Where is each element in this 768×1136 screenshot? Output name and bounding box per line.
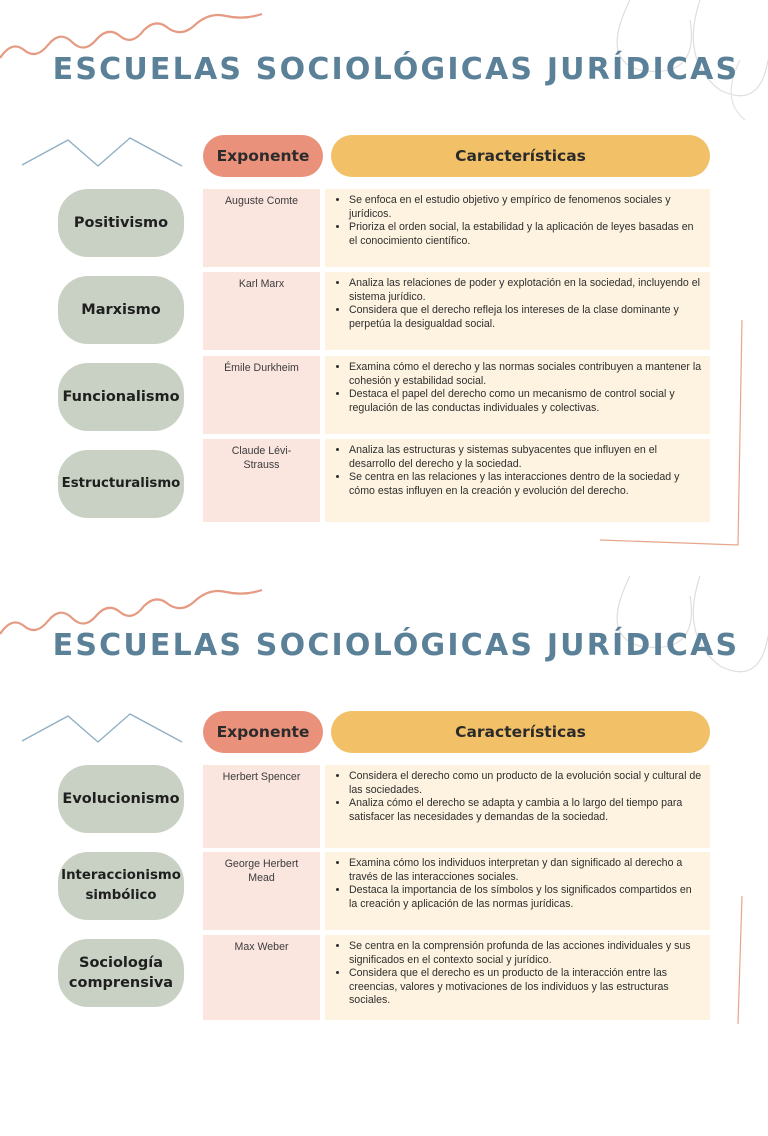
list-item: • Destaca el papel del derecho como un mecanismo de control social y regulación de las conductas individuales y colectivas.	[349, 388, 702, 415]
list-item: • Considera el derecho como un producto de la evolución social y cultural de las sociedades.	[349, 770, 702, 797]
list-item: • Se enfoca en el estudio objetivo y empírico de fenomenos sociales y jurídicos.	[349, 194, 702, 221]
page-1	[0, 0, 768, 560]
caracteristicas-header: Características	[331, 711, 710, 753]
exponente-header: Exponente	[203, 135, 323, 177]
list-item: • Examina cómo los individuos interpretan y dan significado al derecho a través de las interacciones sociales.	[349, 857, 702, 884]
author-cell: Claude Lévi-Strauss	[203, 439, 320, 522]
author-cell: Max Weber	[203, 935, 320, 1020]
school-pill: Evolucionismo	[58, 765, 184, 833]
author-cell: George Herbert Mead	[203, 852, 320, 930]
characteristics-cell	[325, 852, 710, 930]
list-item: • Considera que el derecho es un producto de la interacción entre las creencias, valores y motivaciones de los individuos y las estructuras sociales.	[349, 967, 702, 1008]
list-item: • Examina cómo el derecho y las normas sociales contribuyen a mantener la cohesión y estabilidad social.	[349, 361, 702, 388]
page-title: ESCUELAS SOCIOLÓGICAS JURÍDICAS	[52, 628, 740, 663]
characteristics-cell	[325, 935, 710, 1020]
list-item: • Analiza las relaciones de poder y explotación en la sociedad, incluyendo el sistema jurídico.	[349, 277, 702, 304]
author-cell: Émile Durkheim	[203, 356, 320, 434]
school-pill: Marxismo	[58, 276, 184, 344]
school-pill: Positivismo	[58, 189, 184, 257]
list-item: • Se centra en la comprensión profunda de las acciones individuales y sus significados en el contexto social y jurídico.	[349, 940, 702, 967]
page-2	[0, 576, 768, 1136]
characteristics-cell	[325, 439, 710, 522]
list-item: • Se centra en las relaciones y las interacciones dentro de la sociedad y cómo estas influyen en la creación y evolución del derecho.	[349, 471, 702, 498]
list-item: • Prioriza el orden social, la estabilidad y la aplicación de leyes basadas en el conocimiento científico.	[349, 221, 702, 248]
characteristics-cell	[325, 765, 710, 848]
author-cell: Karl Marx	[203, 272, 320, 350]
list-item: • Destaca la importancia de los símbolos y los significados compartidos en la creación y aplicación de las normas jurídicas.	[349, 884, 702, 911]
list-item: • Analiza las estructuras y sistemas subyacentes que influyen en el desarrollo del derecho y la sociedad.	[349, 444, 702, 471]
school-pill: Estructuralismo	[58, 450, 184, 518]
school-pill: Interaccionismo simbólico	[58, 852, 184, 920]
author-cell: Auguste Comte	[203, 189, 320, 267]
list-item: • Analiza cómo el derecho se adapta y cambia a lo largo del tiempo para satisfacer las necesidades y demandas de la sociedad.	[349, 797, 702, 824]
characteristics-cell	[325, 272, 710, 350]
school-pill: Funcionalismo	[58, 363, 184, 431]
page-title: ESCUELAS SOCIOLÓGICAS JURÍDICAS	[52, 52, 740, 87]
characteristics-cell	[325, 356, 710, 434]
list-item: • Considera que el derecho refleja los intereses de la clase dominante y perpetúa la desigualdad social.	[349, 304, 702, 331]
caracteristicas-header: Características	[331, 135, 710, 177]
author-cell: Herbert Spencer	[203, 765, 320, 848]
characteristics-cell	[325, 189, 710, 267]
school-pill: Sociología comprensiva	[58, 939, 184, 1007]
exponente-header: Exponente	[203, 711, 323, 753]
